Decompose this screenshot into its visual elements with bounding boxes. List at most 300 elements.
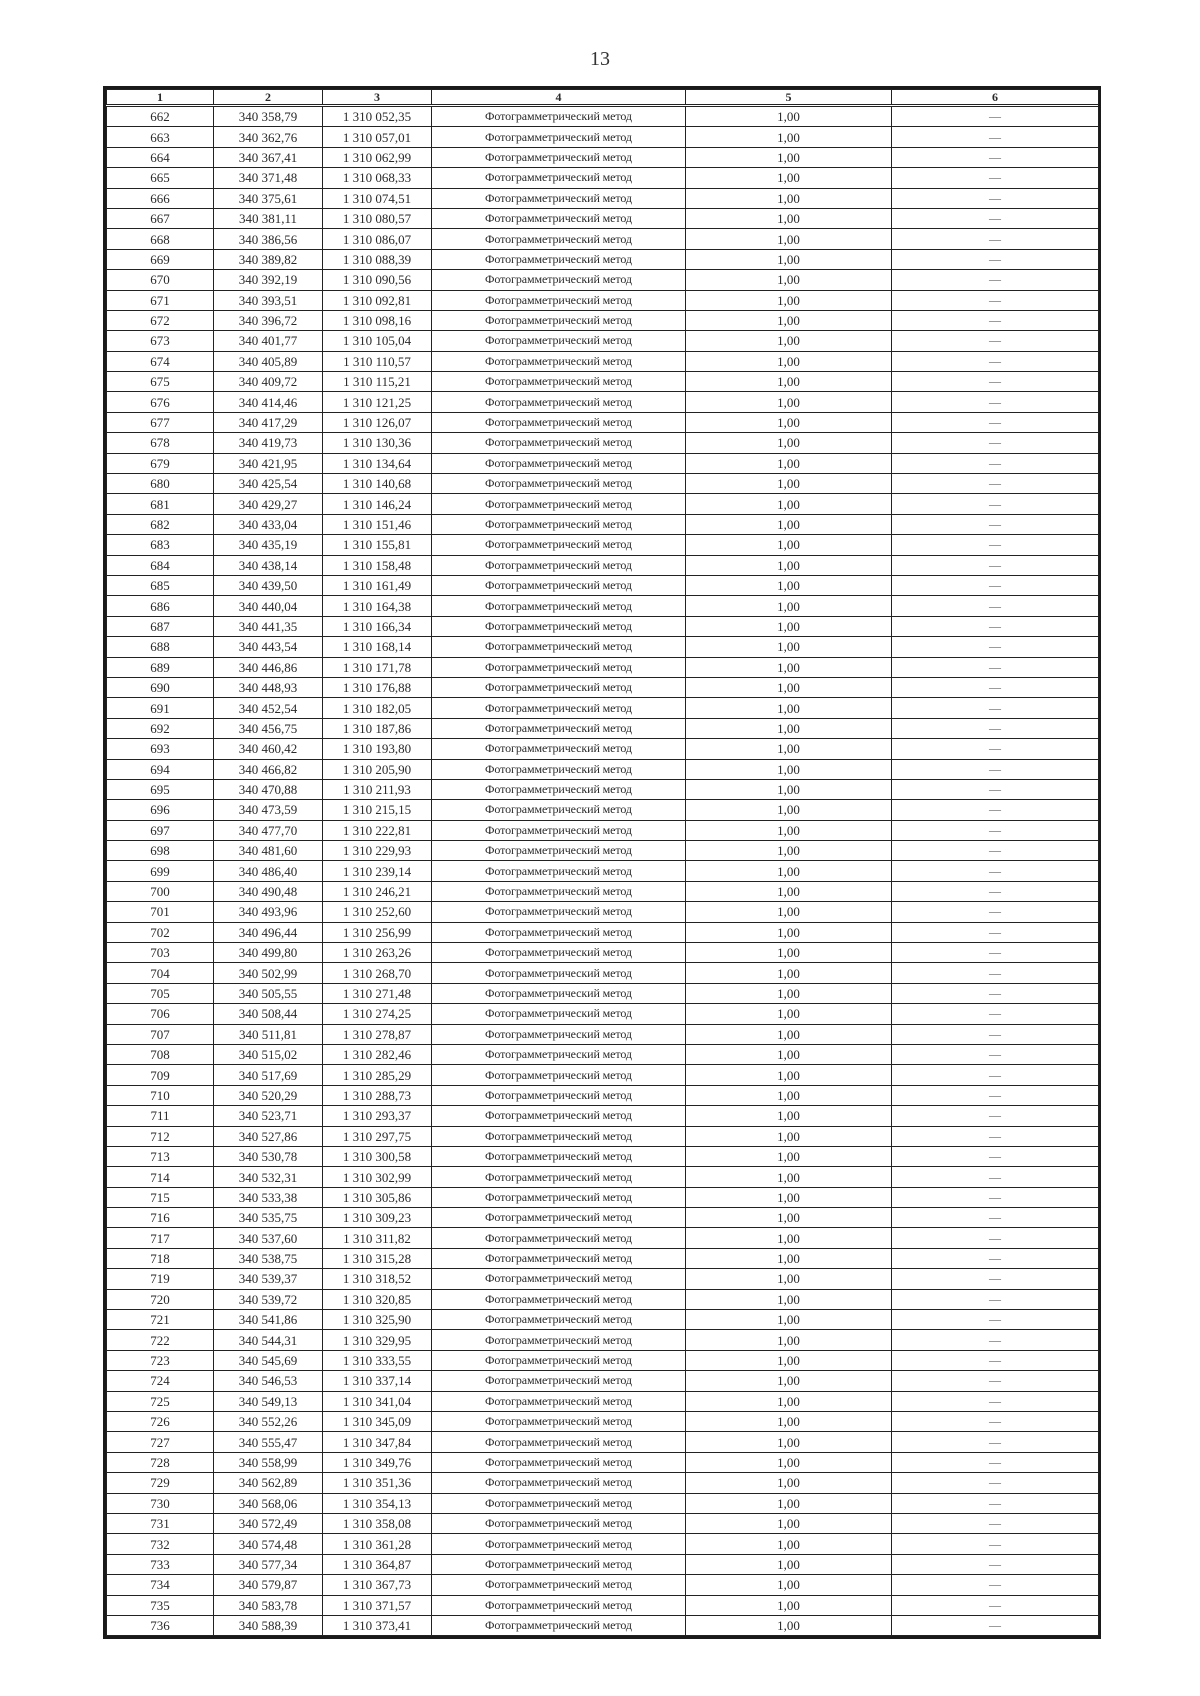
column-header-2: 2 — [214, 90, 323, 106]
table-row — [107, 1534, 1099, 1554]
note-cell: — — [892, 1228, 1099, 1248]
y-coordinate-cell: 1 310 246,21 — [323, 881, 432, 901]
table-row — [107, 1024, 1099, 1044]
x-coordinate-cell: 340 537,60 — [214, 1228, 323, 1248]
x-coordinate-cell: 340 549,13 — [214, 1391, 323, 1411]
point-number-cell: 696 — [107, 800, 214, 820]
accuracy-cell: 1,00 — [686, 1412, 892, 1432]
y-coordinate-cell: 1 310 110,57 — [323, 351, 432, 371]
point-number-cell: 687 — [107, 616, 214, 636]
point-number-cell: 721 — [107, 1310, 214, 1330]
accuracy-cell: 1,00 — [686, 943, 892, 963]
y-coordinate-cell: 1 310 130,36 — [323, 433, 432, 453]
point-number-cell: 669 — [107, 249, 214, 269]
y-coordinate-cell: 1 310 146,24 — [323, 494, 432, 514]
table-row — [107, 1473, 1099, 1493]
note-cell: — — [892, 127, 1099, 147]
table-row — [107, 1310, 1099, 1330]
y-coordinate-cell: 1 310 121,25 — [323, 392, 432, 412]
x-coordinate-cell: 340 419,73 — [214, 433, 323, 453]
y-coordinate-cell: 1 310 349,76 — [323, 1452, 432, 1472]
x-coordinate-cell: 340 496,44 — [214, 922, 323, 942]
table-row — [107, 1575, 1099, 1595]
y-coordinate-cell: 1 310 278,87 — [323, 1024, 432, 1044]
point-number-cell: 727 — [107, 1432, 214, 1452]
point-number-cell: 670 — [107, 270, 214, 290]
x-coordinate-cell: 340 409,72 — [214, 372, 323, 392]
point-number-cell: 736 — [107, 1615, 214, 1635]
table-row — [107, 474, 1099, 494]
x-coordinate-cell: 340 466,82 — [214, 759, 323, 779]
table-row — [107, 535, 1099, 555]
method-cell: Фотограмметрический метод — [432, 616, 686, 636]
point-number-cell: 726 — [107, 1412, 214, 1432]
method-cell: Фотограмметрический метод — [432, 1167, 686, 1187]
table-row — [107, 514, 1099, 534]
x-coordinate-cell: 340 539,72 — [214, 1289, 323, 1309]
point-number-cell: 667 — [107, 208, 214, 228]
accuracy-cell: 1,00 — [686, 555, 892, 575]
table-row — [107, 147, 1099, 167]
method-cell: Фотограмметрический метод — [432, 637, 686, 657]
x-coordinate-cell: 340 438,14 — [214, 555, 323, 575]
point-number-cell: 672 — [107, 310, 214, 330]
method-cell: Фотограмметрический метод — [432, 677, 686, 697]
x-coordinate-cell: 340 375,61 — [214, 188, 323, 208]
x-coordinate-cell: 340 477,70 — [214, 820, 323, 840]
note-cell: — — [892, 351, 1099, 371]
point-number-cell: 714 — [107, 1167, 214, 1187]
table-row — [107, 881, 1099, 901]
table-row — [107, 1228, 1099, 1248]
x-coordinate-cell: 340 443,54 — [214, 637, 323, 657]
point-number-cell: 662 — [107, 106, 214, 127]
method-cell: Фотограмметрический метод — [432, 881, 686, 901]
method-cell: Фотограмметрический метод — [432, 1085, 686, 1105]
table-row — [107, 1085, 1099, 1105]
accuracy-cell: 1,00 — [686, 596, 892, 616]
table-row — [107, 1208, 1099, 1228]
method-cell: Фотограмметрический метод — [432, 208, 686, 228]
x-coordinate-cell: 340 538,75 — [214, 1248, 323, 1268]
method-cell: Фотограмметрический метод — [432, 1513, 686, 1533]
note-cell: — — [892, 1330, 1099, 1350]
y-coordinate-cell: 1 310 168,14 — [323, 637, 432, 657]
method-cell: Фотограмметрический метод — [432, 1554, 686, 1574]
point-number-cell: 698 — [107, 841, 214, 861]
accuracy-cell: 1,00 — [686, 1432, 892, 1452]
note-cell: — — [892, 1106, 1099, 1126]
x-coordinate-cell: 340 371,48 — [214, 168, 323, 188]
y-coordinate-cell: 1 310 182,05 — [323, 698, 432, 718]
accuracy-cell: 1,00 — [686, 1044, 892, 1064]
x-coordinate-cell: 340 546,53 — [214, 1371, 323, 1391]
note-cell: — — [892, 637, 1099, 657]
table-row — [107, 575, 1099, 595]
method-cell: Фотограмметрический метод — [432, 718, 686, 738]
note-cell: — — [892, 1452, 1099, 1472]
accuracy-cell: 1,00 — [686, 1534, 892, 1554]
accuracy-cell: 1,00 — [686, 1126, 892, 1146]
note-cell: — — [892, 331, 1099, 351]
table-row — [107, 718, 1099, 738]
x-coordinate-cell: 340 421,95 — [214, 453, 323, 473]
point-number-cell: 663 — [107, 127, 214, 147]
y-coordinate-cell: 1 310 305,86 — [323, 1187, 432, 1207]
method-cell: Фотограмметрический метод — [432, 1004, 686, 1024]
table-row — [107, 1554, 1099, 1574]
y-coordinate-cell: 1 310 215,15 — [323, 800, 432, 820]
y-coordinate-cell: 1 310 068,33 — [323, 168, 432, 188]
accuracy-cell: 1,00 — [686, 310, 892, 330]
column-header-4: 4 — [432, 90, 686, 106]
x-coordinate-cell: 340 441,35 — [214, 616, 323, 636]
table-row — [107, 392, 1099, 412]
method-cell: Фотограмметрический метод — [432, 759, 686, 779]
table-row — [107, 779, 1099, 799]
y-coordinate-cell: 1 310 080,57 — [323, 208, 432, 228]
x-coordinate-cell: 340 433,04 — [214, 514, 323, 534]
note-cell: — — [892, 249, 1099, 269]
table-row — [107, 637, 1099, 657]
note-cell: — — [892, 902, 1099, 922]
y-coordinate-cell: 1 310 211,93 — [323, 779, 432, 799]
accuracy-cell: 1,00 — [686, 229, 892, 249]
note-cell: — — [892, 1248, 1099, 1268]
table-row — [107, 494, 1099, 514]
x-coordinate-cell: 340 493,96 — [214, 902, 323, 922]
method-cell: Фотограмметрический метод — [432, 1493, 686, 1513]
accuracy-cell: 1,00 — [686, 1330, 892, 1350]
point-number-cell: 720 — [107, 1289, 214, 1309]
note-cell: — — [892, 963, 1099, 983]
table-row — [107, 1452, 1099, 1472]
method-cell: Фотограмметрический метод — [432, 1187, 686, 1207]
accuracy-cell: 1,00 — [686, 616, 892, 636]
note-cell: — — [892, 372, 1099, 392]
y-coordinate-cell: 1 310 171,78 — [323, 657, 432, 677]
table-row — [107, 351, 1099, 371]
accuracy-cell: 1,00 — [686, 1269, 892, 1289]
accuracy-cell: 1,00 — [686, 474, 892, 494]
point-number-cell: 719 — [107, 1269, 214, 1289]
accuracy-cell: 1,00 — [686, 575, 892, 595]
point-number-cell: 685 — [107, 575, 214, 595]
y-coordinate-cell: 1 310 345,09 — [323, 1412, 432, 1432]
accuracy-cell: 1,00 — [686, 1024, 892, 1044]
x-coordinate-cell: 340 392,19 — [214, 270, 323, 290]
method-cell: Фотограмметрический метод — [432, 1310, 686, 1330]
point-number-cell: 715 — [107, 1187, 214, 1207]
y-coordinate-cell: 1 310 187,86 — [323, 718, 432, 738]
point-number-cell: 664 — [107, 147, 214, 167]
note-cell: — — [892, 1146, 1099, 1166]
method-cell: Фотограмметрический метод — [432, 147, 686, 167]
x-coordinate-cell: 340 470,88 — [214, 779, 323, 799]
accuracy-cell: 1,00 — [686, 963, 892, 983]
note-cell: — — [892, 657, 1099, 677]
method-cell: Фотограмметрический метод — [432, 1065, 686, 1085]
header-row — [107, 90, 1099, 106]
point-number-cell: 680 — [107, 474, 214, 494]
point-number-cell: 703 — [107, 943, 214, 963]
table-row — [107, 1126, 1099, 1146]
point-number-cell: 694 — [107, 759, 214, 779]
y-coordinate-cell: 1 310 325,90 — [323, 1310, 432, 1330]
note-cell: — — [892, 147, 1099, 167]
point-number-cell: 701 — [107, 902, 214, 922]
table-row — [107, 698, 1099, 718]
y-coordinate-cell: 1 310 347,84 — [323, 1432, 432, 1452]
accuracy-cell: 1,00 — [686, 841, 892, 861]
accuracy-cell: 1,00 — [686, 800, 892, 820]
note-cell: — — [892, 1615, 1099, 1635]
accuracy-cell: 1,00 — [686, 1187, 892, 1207]
method-cell: Фотограмметрический метод — [432, 392, 686, 412]
table-row — [107, 453, 1099, 473]
accuracy-cell: 1,00 — [686, 759, 892, 779]
x-coordinate-cell: 340 425,54 — [214, 474, 323, 494]
method-cell: Фотограмметрический метод — [432, 168, 686, 188]
accuracy-cell: 1,00 — [686, 433, 892, 453]
accuracy-cell: 1,00 — [686, 820, 892, 840]
method-cell: Фотограмметрический метод — [432, 331, 686, 351]
method-cell: Фотограмметрический метод — [432, 555, 686, 575]
method-cell: Фотограмметрический метод — [432, 106, 686, 127]
method-cell: Фотограмметрический метод — [432, 270, 686, 290]
y-coordinate-cell: 1 310 268,70 — [323, 963, 432, 983]
accuracy-cell: 1,00 — [686, 1493, 892, 1513]
note-cell: — — [892, 168, 1099, 188]
y-coordinate-cell: 1 310 367,73 — [323, 1575, 432, 1595]
point-number-cell: 688 — [107, 637, 214, 657]
method-cell: Фотограмметрический метод — [432, 902, 686, 922]
method-cell: Фотограмметрический метод — [432, 1350, 686, 1370]
point-number-cell: 722 — [107, 1330, 214, 1350]
point-number-cell: 692 — [107, 718, 214, 738]
table-row — [107, 677, 1099, 697]
x-coordinate-cell: 340 511,81 — [214, 1024, 323, 1044]
table-row — [107, 1391, 1099, 1411]
table-row — [107, 1513, 1099, 1533]
note-cell: — — [892, 759, 1099, 779]
page-number: 13 — [590, 48, 610, 70]
table-row — [107, 127, 1099, 147]
method-cell: Фотограмметрический метод — [432, 1208, 686, 1228]
y-coordinate-cell: 1 310 158,48 — [323, 555, 432, 575]
point-number-cell: 733 — [107, 1554, 214, 1574]
point-number-cell: 706 — [107, 1004, 214, 1024]
x-coordinate-cell: 340 417,29 — [214, 412, 323, 432]
accuracy-cell: 1,00 — [686, 1452, 892, 1472]
accuracy-cell: 1,00 — [686, 1289, 892, 1309]
table-header — [107, 90, 1099, 106]
note-cell: — — [892, 514, 1099, 534]
method-cell: Фотограмметрический метод — [432, 1595, 686, 1615]
accuracy-cell: 1,00 — [686, 1106, 892, 1126]
table-row — [107, 1350, 1099, 1370]
x-coordinate-cell: 340 588,39 — [214, 1615, 323, 1635]
x-coordinate-cell: 340 440,04 — [214, 596, 323, 616]
point-number-cell: 699 — [107, 861, 214, 881]
accuracy-cell: 1,00 — [686, 902, 892, 922]
accuracy-cell: 1,00 — [686, 412, 892, 432]
x-coordinate-cell: 340 527,86 — [214, 1126, 323, 1146]
x-coordinate-cell: 340 541,86 — [214, 1310, 323, 1330]
table-row — [107, 1615, 1099, 1635]
point-number-cell: 686 — [107, 596, 214, 616]
y-coordinate-cell: 1 310 126,07 — [323, 412, 432, 432]
table-row — [107, 861, 1099, 881]
x-coordinate-cell: 340 533,38 — [214, 1187, 323, 1207]
table-row — [107, 249, 1099, 269]
note-cell: — — [892, 677, 1099, 697]
y-coordinate-cell: 1 310 193,80 — [323, 739, 432, 759]
y-coordinate-cell: 1 310 088,39 — [323, 249, 432, 269]
method-cell: Фотограмметрический метод — [432, 1412, 686, 1432]
point-number-cell: 677 — [107, 412, 214, 432]
note-cell: — — [892, 1412, 1099, 1432]
accuracy-cell: 1,00 — [686, 249, 892, 269]
x-coordinate-cell: 340 572,49 — [214, 1513, 323, 1533]
note-cell: — — [892, 800, 1099, 820]
y-coordinate-cell: 1 310 358,08 — [323, 1513, 432, 1533]
point-number-cell: 690 — [107, 677, 214, 697]
x-coordinate-cell: 340 367,41 — [214, 147, 323, 167]
point-number-cell: 735 — [107, 1595, 214, 1615]
table-row — [107, 739, 1099, 759]
accuracy-cell: 1,00 — [686, 881, 892, 901]
x-coordinate-cell: 340 545,69 — [214, 1350, 323, 1370]
x-coordinate-cell: 340 530,78 — [214, 1146, 323, 1166]
x-coordinate-cell: 340 558,99 — [214, 1452, 323, 1472]
point-number-cell: 683 — [107, 535, 214, 555]
method-cell: Фотограмметрический метод — [432, 474, 686, 494]
y-coordinate-cell: 1 310 354,13 — [323, 1493, 432, 1513]
method-cell: Фотограмметрический метод — [432, 494, 686, 514]
point-number-cell: 681 — [107, 494, 214, 514]
method-cell: Фотограмметрический метод — [432, 188, 686, 208]
x-coordinate-cell: 340 499,80 — [214, 943, 323, 963]
accuracy-cell: 1,00 — [686, 372, 892, 392]
accuracy-cell: 1,00 — [686, 1208, 892, 1228]
note-cell: — — [892, 555, 1099, 575]
note-cell: — — [892, 310, 1099, 330]
note-cell: — — [892, 1432, 1099, 1452]
table-row — [107, 983, 1099, 1003]
note-cell: — — [892, 474, 1099, 494]
method-cell: Фотограмметрический метод — [432, 596, 686, 616]
x-coordinate-cell: 340 358,79 — [214, 106, 323, 127]
point-number-cell: 671 — [107, 290, 214, 310]
table-row — [107, 1146, 1099, 1166]
y-coordinate-cell: 1 310 074,51 — [323, 188, 432, 208]
y-coordinate-cell: 1 310 351,36 — [323, 1473, 432, 1493]
note-cell: — — [892, 943, 1099, 963]
table-row — [107, 759, 1099, 779]
method-cell: Фотограмметрический метод — [432, 127, 686, 147]
point-number-cell: 718 — [107, 1248, 214, 1268]
y-coordinate-cell: 1 310 105,04 — [323, 331, 432, 351]
method-cell: Фотограмметрический метод — [432, 290, 686, 310]
accuracy-cell: 1,00 — [686, 392, 892, 412]
x-coordinate-cell: 340 552,26 — [214, 1412, 323, 1432]
point-number-cell: 675 — [107, 372, 214, 392]
y-coordinate-cell: 1 310 092,81 — [323, 290, 432, 310]
x-coordinate-cell: 340 435,19 — [214, 535, 323, 555]
method-cell: Фотограмметрический метод — [432, 1126, 686, 1146]
x-coordinate-cell: 340 439,50 — [214, 575, 323, 595]
point-number-cell: 705 — [107, 983, 214, 1003]
note-cell: — — [892, 739, 1099, 759]
x-coordinate-cell: 340 405,89 — [214, 351, 323, 371]
accuracy-cell: 1,00 — [686, 106, 892, 127]
note-cell: — — [892, 983, 1099, 1003]
method-cell: Фотограмметрический метод — [432, 1452, 686, 1472]
y-coordinate-cell: 1 310 320,85 — [323, 1289, 432, 1309]
note-cell: — — [892, 453, 1099, 473]
point-number-cell: 717 — [107, 1228, 214, 1248]
method-cell: Фотограмметрический метод — [432, 963, 686, 983]
table-row — [107, 1065, 1099, 1085]
accuracy-cell: 1,00 — [686, 698, 892, 718]
accuracy-cell: 1,00 — [686, 718, 892, 738]
y-coordinate-cell: 1 310 337,14 — [323, 1371, 432, 1391]
y-coordinate-cell: 1 310 140,68 — [323, 474, 432, 494]
y-coordinate-cell: 1 310 222,81 — [323, 820, 432, 840]
point-number-cell: 704 — [107, 963, 214, 983]
x-coordinate-cell: 340 517,69 — [214, 1065, 323, 1085]
table-row — [107, 106, 1099, 127]
y-coordinate-cell: 1 310 161,49 — [323, 575, 432, 595]
note-cell: — — [892, 1044, 1099, 1064]
method-cell: Фотограмметрический метод — [432, 922, 686, 942]
accuracy-cell: 1,00 — [686, 1248, 892, 1268]
x-coordinate-cell: 340 460,42 — [214, 739, 323, 759]
method-cell: Фотограмметрический метод — [432, 514, 686, 534]
accuracy-cell: 1,00 — [686, 861, 892, 881]
method-cell: Фотограмметрический метод — [432, 861, 686, 881]
table-row — [107, 1269, 1099, 1289]
table-row — [107, 1106, 1099, 1126]
method-cell: Фотограмметрический метод — [432, 739, 686, 759]
table-row — [107, 290, 1099, 310]
method-cell: Фотограмметрический метод — [432, 1289, 686, 1309]
y-coordinate-cell: 1 310 263,26 — [323, 943, 432, 963]
method-cell: Фотограмметрический метод — [432, 575, 686, 595]
point-number-cell: 684 — [107, 555, 214, 575]
table-row — [107, 1371, 1099, 1391]
table-row — [107, 188, 1099, 208]
table-row — [107, 1004, 1099, 1024]
accuracy-cell: 1,00 — [686, 331, 892, 351]
accuracy-cell: 1,00 — [686, 983, 892, 1003]
y-coordinate-cell: 1 310 361,28 — [323, 1534, 432, 1554]
x-coordinate-cell: 340 577,34 — [214, 1554, 323, 1574]
accuracy-cell: 1,00 — [686, 779, 892, 799]
y-coordinate-cell: 1 310 155,81 — [323, 535, 432, 555]
method-cell: Фотограмметрический метод — [432, 310, 686, 330]
method-cell: Фотограмметрический метод — [432, 433, 686, 453]
coordinates-table-frame — [103, 86, 1101, 1639]
point-number-cell: 666 — [107, 188, 214, 208]
method-cell: Фотограмметрический метод — [432, 1432, 686, 1452]
method-cell: Фотограмметрический метод — [432, 1330, 686, 1350]
method-cell: Фотограмметрический метод — [432, 1248, 686, 1268]
point-number-cell: 695 — [107, 779, 214, 799]
x-coordinate-cell: 340 535,75 — [214, 1208, 323, 1228]
table-row — [107, 657, 1099, 677]
